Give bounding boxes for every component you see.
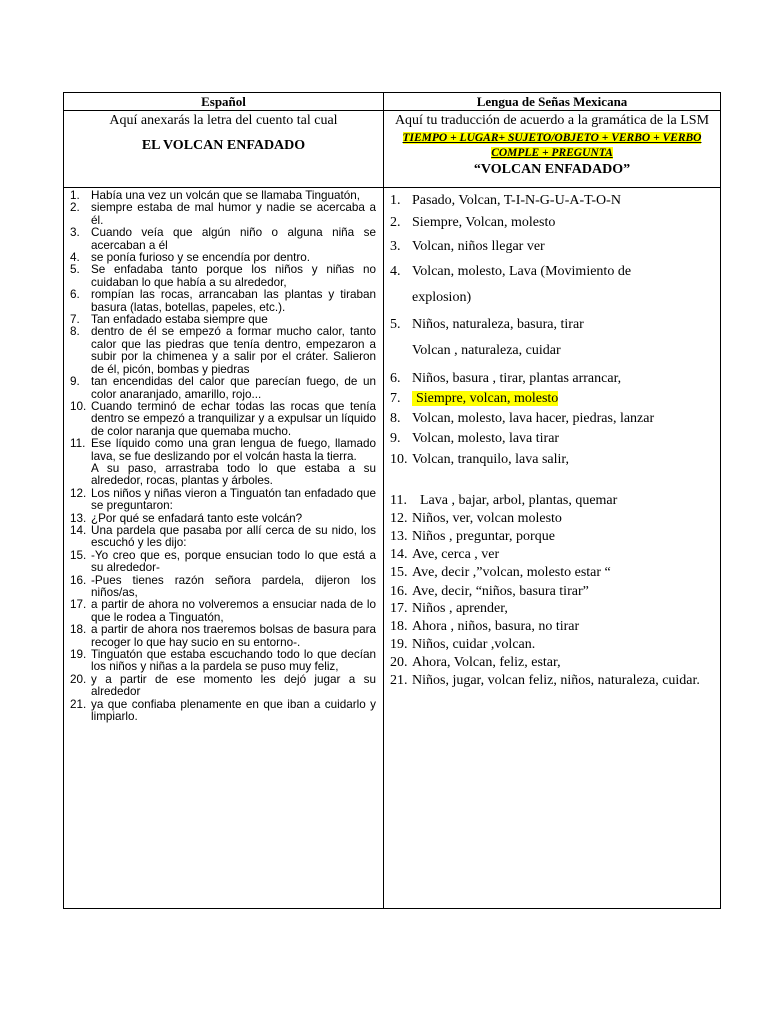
line-number: 10. <box>70 399 87 413</box>
line-text: a partir de ahora nos traeremos bolsas de basura para recoger lo que hay sucio en su entorno-. <box>91 623 376 649</box>
translation-line <box>390 601 714 617</box>
line-text: Volcan, molesto, lava tirar <box>412 431 560 446</box>
header-spanish: Español <box>64 93 384 111</box>
line-text: a partir de ahora no volveremos a ensuciar nada de lo que le rodea a Tinguatón, <box>91 598 376 624</box>
line-text: Tan enfadado estaba siempre que <box>91 313 268 327</box>
line-number: 18. <box>390 619 408 634</box>
story-line <box>64 674 383 699</box>
instruction-right: Aquí tu traducción de acuerdo a la gramática de la LSM <box>394 113 710 128</box>
translation-title: “VOLCAN ENFADADO” <box>473 162 631 177</box>
story-line <box>64 376 383 401</box>
story-line <box>64 575 383 600</box>
story-line <box>64 550 383 575</box>
translation-line <box>390 215 714 231</box>
line-text: Siempre, Volcan, molesto <box>412 215 556 230</box>
line-number: 19. <box>390 637 408 652</box>
line-text: explosion) <box>412 290 472 305</box>
lsm-translation-cell <box>384 188 721 909</box>
translation-line <box>390 239 714 255</box>
spanish-story-list <box>64 190 383 723</box>
line-text: -Pues tienes razón señora pardela, dijeron los niños/as, <box>91 573 376 599</box>
line-number: 17. <box>70 598 87 612</box>
line-text: Tinguatón que estaba escuchando todo lo que decían los niños y niñas a la pardela se puso muy feliz, <box>91 648 376 674</box>
story-title: EL VOLCAN ENFADADO <box>141 138 306 153</box>
line-number: 5. <box>70 263 80 277</box>
line-text: Una pardela que pasaba por allí cerca de su nido, los escuchó y les dijo: <box>91 523 376 550</box>
line-number: 4. <box>390 264 401 279</box>
translation-line <box>390 619 714 635</box>
translation-line <box>390 343 714 359</box>
line-number: 7. <box>390 391 401 406</box>
story-line <box>64 438 383 463</box>
story-line <box>64 463 383 488</box>
line-number: 1. <box>70 189 80 202</box>
line-number: 10. <box>390 452 408 467</box>
story-line <box>64 289 383 314</box>
line-number: 16. <box>70 573 87 587</box>
grammar-formula: TIEMPO + LUGAR+ SUJETO/OBJETO + VERBO + VERBO COMPLE + PREGUNTA <box>402 132 702 159</box>
line-text: y a partir de ese momento les dejó jugar a su alrededor <box>91 672 376 699</box>
line-text: Niños , aprender, <box>412 601 508 616</box>
header-lsm: Lengua de Señas Mexicana <box>384 93 721 111</box>
spanish-story-cell <box>64 188 384 909</box>
line-text: Niños , preguntar, porque <box>412 529 555 544</box>
story-line <box>64 624 383 649</box>
translation-line <box>390 529 714 545</box>
line-number: 15. <box>390 565 408 580</box>
line-text: Se enfadaba tanto porque los niños y niñas no cuidaban lo que había a su alrededor, <box>91 263 376 289</box>
translation-line <box>390 673 714 689</box>
story-line <box>64 649 383 674</box>
story-line <box>64 525 383 550</box>
story-line <box>64 227 383 252</box>
line-number: 15. <box>70 548 87 562</box>
story-line <box>64 699 383 724</box>
line-text: Volcan, molesto, lava hacer, piedras, lanzar <box>412 411 655 426</box>
line-number: 14. <box>390 547 408 562</box>
line-number: 12. <box>390 511 408 526</box>
translation-line <box>390 411 714 427</box>
line-text: ya que confiaba plenamente en que iban a cuidarlo y limpiarlo. <box>91 697 376 724</box>
line-text: ¿Por qué se enfadará tanto este volcán? <box>91 511 303 525</box>
line-number: 21. <box>70 697 87 711</box>
line-number: 21. <box>390 673 408 688</box>
line-text: Volcan, tranquilo, lava salir, <box>412 452 570 467</box>
translation-line <box>390 565 714 581</box>
intro-right-cell <box>384 111 721 188</box>
line-text: Siempre, volcan, molesto <box>412 391 558 406</box>
line-number: 3. <box>390 239 401 254</box>
line-number: 2. <box>70 201 80 215</box>
comparison-table <box>63 92 721 909</box>
line-number: 16. <box>390 584 408 599</box>
line-text: Niños, jugar, volcan feliz, niños, naturaleza, cuidar. <box>412 673 700 688</box>
translation-line <box>390 317 714 333</box>
translation-line <box>390 193 714 209</box>
line-number: 8. <box>70 325 80 339</box>
line-text: Ahora, Volcan, feliz, estar, <box>412 655 561 670</box>
line-number: 13. <box>70 511 87 525</box>
translation-line <box>390 655 714 671</box>
line-number: 11. <box>390 493 407 508</box>
line-text: Había una vez un volcán que se llamaba Tinguatón, <box>91 189 360 202</box>
line-number: 12. <box>70 486 87 500</box>
line-number: 7. <box>70 313 80 327</box>
translation-line <box>390 511 714 527</box>
line-text: Cuando veía que algún niño o alguna niña se acercaban a él <box>91 226 376 252</box>
line-text: Lava , bajar, arbol, plantas, quemar <box>420 493 618 508</box>
line-number: 9. <box>70 375 80 389</box>
line-number: 1. <box>390 193 401 208</box>
story-line <box>64 488 383 513</box>
line-text: Ahora , niños, basura, no tirar <box>412 619 580 634</box>
story-line <box>64 599 383 624</box>
translation-line <box>390 584 714 600</box>
line-text: Ese líquido como una gran lengua de fuego, llamado lava, se fue deslizando por el volcán hasta la tierra. <box>91 437 376 463</box>
line-number: 6. <box>390 371 401 386</box>
line-text: Volcan , naturaleza, cuidar <box>412 343 561 358</box>
translation-line <box>390 290 714 306</box>
line-text: Ave, cerca , ver <box>412 547 500 562</box>
line-text: siempre estaba de mal humor y nadie se acercaba a él. <box>91 201 376 227</box>
line-text: Niños, basura , tirar, plantas arrancar, <box>412 371 622 386</box>
line-number: 8. <box>390 411 401 426</box>
line-number: 3. <box>70 226 80 240</box>
line-number: 13. <box>390 529 408 544</box>
translation-line <box>390 452 714 468</box>
line-text: Volcan, molesto, Lava (Movimiento de <box>412 264 632 279</box>
line-text: -Yo creo que es, porque ensucian todo lo que está a su alrededor- <box>91 548 376 575</box>
story-line <box>64 264 383 289</box>
line-text: rompían las rocas, arrancaban las plantas y tiraban basura (latas, botellas, papeles, etc.). <box>91 288 376 314</box>
line-number: 20. <box>70 672 87 686</box>
line-text: Los niños y niñas vieron a Tinguatón tan enfadado que se preguntaron: <box>91 486 376 513</box>
line-text: Ave, decir ,”volcan, molesto estar “ <box>412 565 611 580</box>
line-text: Volcan, niños llegar ver <box>412 239 545 254</box>
line-number: 2. <box>390 215 401 230</box>
line-number: 4. <box>70 251 80 265</box>
line-number: 6. <box>70 288 80 302</box>
line-text: tan encendidas del calor que parecían fuego, de un color anaranjado, amarillo, rojo... <box>91 375 376 401</box>
intro-left-cell <box>64 111 384 188</box>
line-text: se ponía furioso y se encendía por dentro. <box>91 251 310 265</box>
story-line <box>64 326 383 376</box>
line-text: A su paso, arrastraba todo lo que estaba a su alrededor, rocas, plantas y árboles. <box>91 461 376 488</box>
instruction-left: Aquí anexarás la letra del cuento tal cual <box>109 113 338 128</box>
line-number: 11. <box>70 437 86 451</box>
line-number: 14. <box>70 523 87 537</box>
translation-line <box>390 371 714 387</box>
line-number: 18. <box>70 623 87 637</box>
line-text: Pasado, Volcan, T-I-N-G-U-A-T-O-N <box>412 193 621 208</box>
translation-line <box>390 547 714 563</box>
translation-line <box>390 391 714 407</box>
line-number: 20. <box>390 655 408 670</box>
story-line <box>64 202 383 227</box>
line-text: dentro de él se empezó a formar mucho calor, tanto calor que las piedras que tenía dentro, empezaron a subir por la chimenea y a salir por el cráter. Salieron de él, picón, bombas y piedras <box>91 325 376 376</box>
line-text: Niños, naturaleza, basura, tirar <box>412 317 584 332</box>
translation-line <box>390 637 714 653</box>
translation-line <box>390 264 714 280</box>
story-line <box>64 401 383 438</box>
line-number: 5. <box>390 317 401 332</box>
line-number: 19. <box>70 648 87 662</box>
line-text: Niños, cuidar ,volcan. <box>412 637 536 652</box>
line-number: 17. <box>390 601 408 616</box>
translation-line <box>390 493 714 509</box>
line-text: Ave, decir, “niños, basura tirar” <box>412 584 589 599</box>
translation-line <box>390 431 714 447</box>
line-number: 9. <box>390 431 401 446</box>
line-text: Niños, ver, volcan molesto <box>412 511 562 526</box>
line-text: Cuando terminó de echar todas las rocas que tenía dentro se empezó a tranquilizar y a expulsar un líquido de color naranja que quemaba mucho. <box>91 399 376 438</box>
